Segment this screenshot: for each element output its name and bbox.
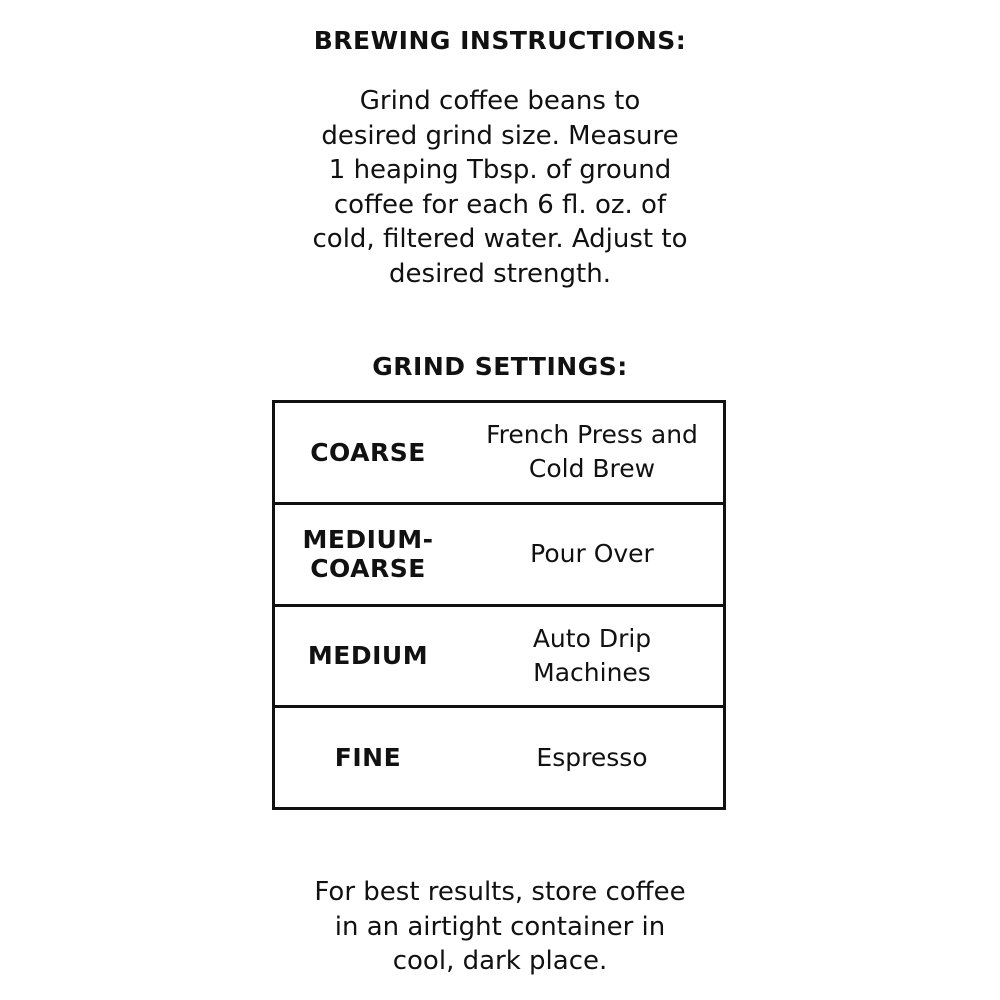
- brewing-line: Grind coffee beans to: [359, 86, 641, 116]
- grind-setting-label: MEDIUM: [307, 641, 429, 671]
- grind-setting-cell: [275, 438, 461, 467]
- brew-method-label: Machines: [533, 657, 651, 687]
- grind-row-medium: [275, 607, 723, 709]
- grind-row-medium-coarse: [275, 505, 723, 607]
- brewing-line: 1 heaping Tbsp. of ground: [328, 155, 672, 185]
- grind-setting-cell: [275, 641, 461, 670]
- brew-method-label: Pour Over: [530, 539, 654, 569]
- storage-tip-text: [250, 875, 750, 979]
- grind-settings-heading: GRIND SETTINGS:: [372, 352, 628, 381]
- grind-setting-label: FINE: [334, 743, 402, 773]
- grind-setting-cell: [275, 525, 461, 583]
- storage-tip-line: in an airtight container in: [334, 911, 666, 942]
- brew-method-label: Espresso: [536, 742, 648, 772]
- storage-tip-line: For best results, store coffee: [314, 877, 686, 907]
- brew-method-cell: [461, 537, 723, 571]
- brewing-line: coffee for each 6 fl. oz. of: [333, 189, 667, 220]
- brew-method-cell: [461, 622, 723, 690]
- grind-setting-label: COARSE: [310, 437, 426, 467]
- grind-setting-label: MEDIUM-: [302, 525, 434, 555]
- brewing-line: desired strength.: [389, 258, 611, 289]
- grind-setting-cell: [275, 743, 461, 772]
- brew-method-cell: [461, 741, 723, 775]
- brewing-line: desired grind size. Measure: [321, 120, 679, 151]
- grind-row-coarse: [275, 403, 723, 505]
- grind-row-fine: [275, 708, 723, 807]
- brewing-instructions-text: [250, 84, 750, 291]
- brew-method-label: Auto Drip: [532, 623, 652, 653]
- grind-settings-table: [272, 400, 726, 810]
- brewing-instructions-heading: BREWING INSTRUCTIONS:: [313, 26, 687, 55]
- storage-tip-line: cool, dark place.: [392, 946, 608, 976]
- brew-method-label: Cold Brew: [528, 454, 656, 484]
- brewing-line: cold, filtered water. Adjust to: [312, 224, 688, 254]
- brew-method-label: French Press and: [486, 420, 698, 450]
- grind-setting-label: COARSE: [310, 554, 426, 584]
- brew-method-cell: [461, 418, 723, 486]
